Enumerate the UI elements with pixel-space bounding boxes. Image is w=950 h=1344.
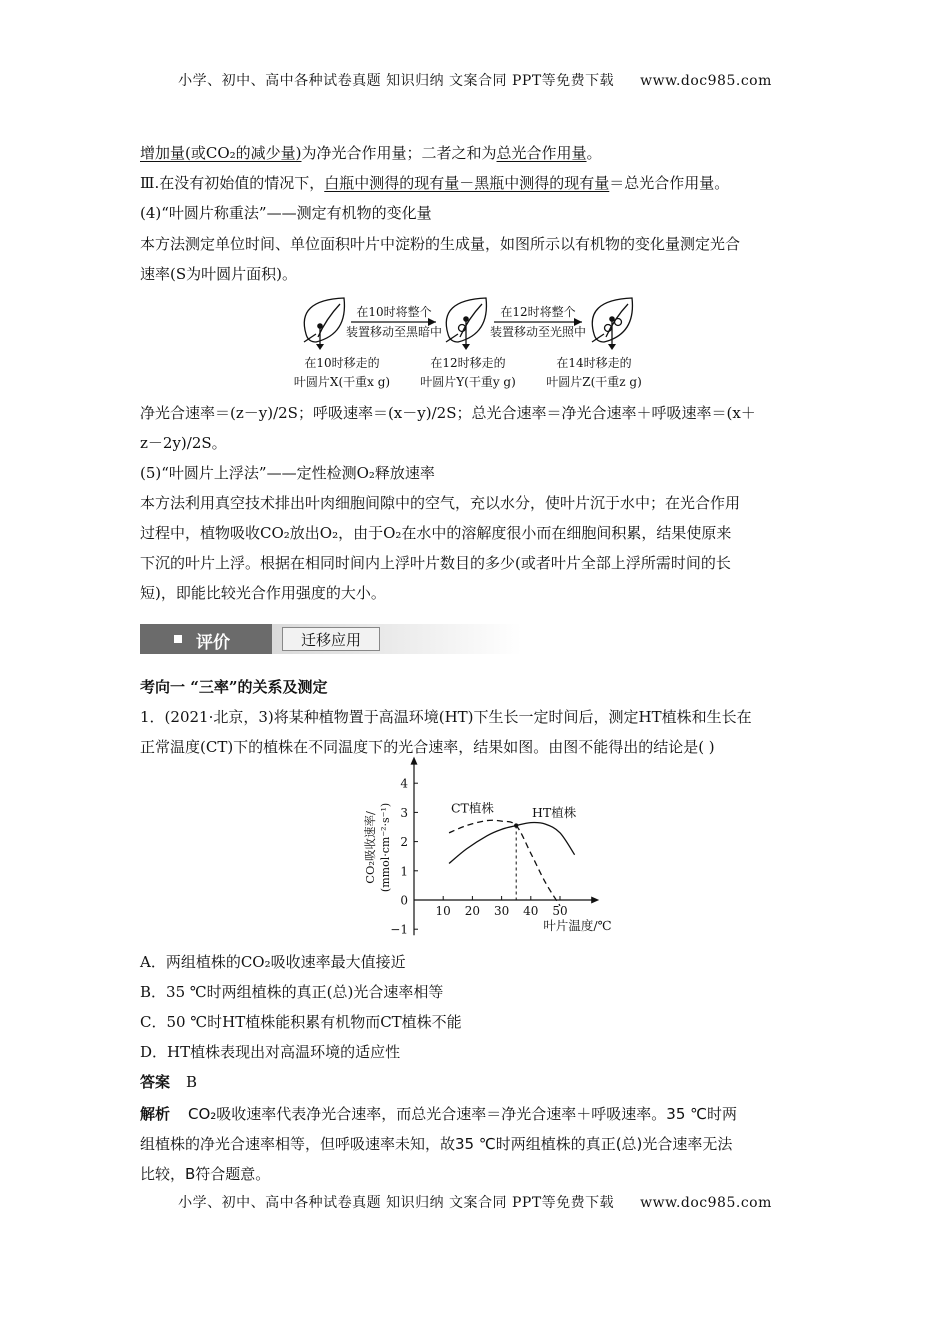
leaf-icon [304,298,344,342]
banner-subtitle: 迁移应用 [300,631,361,649]
page-footer [0,1192,950,1212]
underlined-term: 白瓶中测得的现有量－黑瓶中测得的现有量 [324,174,610,192]
disc-y-label-1: 在12时移走的 [430,356,506,370]
text-line-10: 过程中，植物吸收CO₂放出O₂，由于O₂在水中的溶解度很小而在细胞间积累，结果使原来 [140,524,732,542]
disc-z-label-2: 叶圆片Z(干重z g) [546,375,642,389]
answer-value: B [186,1073,198,1091]
answer-line [140,1072,820,1092]
text-line-2 [140,173,820,193]
question-line-1: 1．(2021·北京，3)将某种植物置于高温环境(HT)下生长一定时间后，测定HT植株和生长在 [140,708,752,726]
x-tick-label: 50 [552,904,568,918]
text-line-7: z－2y)/2S。 [140,434,227,452]
text-line-9: 本方法利用真空技术排出叶肉细胞间隙中的空气，充以水分，使叶片沉于水中；在光合作用 [140,494,741,512]
leaf-disc-diagram [293,294,666,396]
disc-y-label-2: 叶圆片Y(干重y g) [420,375,516,389]
text-line-4: 本方法测定单位时间、单位面积叶片中淀粉的生成量，如图所示以有机物的变化量测定光合 [140,235,741,253]
option-b: B．35 ℃时两组植株的真正(总)光合速率相等 [140,983,444,1001]
analysis-label: 解析 [140,1105,171,1123]
series-ht-label: HT植株 [532,804,577,820]
arrow2-top-label: 在12时将整个 [500,305,576,319]
series-ct-label: CT植株 [450,800,494,816]
underlined-term: 总光合作用量 [496,144,587,162]
y-tick-label: 3 [400,805,408,820]
intersection-point [514,823,518,827]
section-banner [140,624,522,654]
disc-x-label-1: 在10时移走的 [304,356,380,370]
arrow1-top-label: 在10时将整个 [356,305,432,319]
y-axis-label: CO₂吸收速率/ [363,811,377,884]
square-bullet-icon [174,635,182,643]
text-line-11: 下沉的叶片上浮。根据在相同时间内上浮叶片数目的多少(或者叶片全部上浮所需时间的长 [140,554,731,572]
text-span: Ⅲ.在没有初始值的情况下， [140,174,325,192]
text-line-1 [140,143,820,163]
series-ht-line [449,823,575,864]
text-line-6: 净光合速率＝(z－y)/2S；呼吸速率＝(x－y)/2S；总光合速率＝净光合速率＋呼吸速率＝(x＋ [140,404,756,422]
text-span: 为净光合作用量；二者之和为 [301,144,497,162]
answer-label: 答案 [140,1073,171,1091]
underlined-term: 增加量(或CO₂的减少量) [140,144,302,162]
arrow1-bottom-label: 装置移动至黑暗中 [345,325,443,339]
page-header [0,70,950,90]
text-line-5: 速率(S为叶圆片面积)。 [140,265,297,283]
co2-uptake-chart [356,762,612,944]
text-span: 。 [586,144,602,162]
footer-url[interactable]: www.doc985.com [640,1195,772,1211]
disc-z-label-1: 在14时移走的 [556,356,632,370]
disc-x-label-2: 叶圆片X(干重x g) [293,375,391,389]
arrow-down-icon [316,344,324,350]
y-axis-unit-label: (mmol·cm⁻²·s⁻¹) [379,802,392,893]
arrow2-bottom-label: 装置移动至光照中 [489,325,587,339]
subheading-leaf-float: (5)“叶圆片上浮法”——定性检测O₂释放速率 [140,464,435,482]
header-url[interactable]: www.doc985.com [640,73,772,89]
x-axis-arrow-icon [591,897,599,904]
header-text: 小学、初中、高中各种试卷真题 知识归纳 文案合同 PPT等免费下载 [178,73,615,89]
x-axis-label: 叶片温度/℃ [543,918,612,933]
analysis-line-1 [140,1104,820,1124]
arrow-down-icon [608,344,616,350]
x-tick-label: 30 [493,904,510,918]
x-tick-label: 40 [523,904,539,918]
analysis-line-3: 比较，B符合题意。 [140,1165,271,1183]
y-tick-label: 1 [400,864,408,879]
option-c: C．50 ℃时HT植株能积累有机物而CT植株不能 [140,1013,462,1031]
subheading-leaf-weight: (4)“叶圆片称重法”——测定有机物的变化量 [140,204,432,222]
analysis-line-2: 组植株的净光合速率相等，但呼吸速率未知，故35 ℃时两组植株的真正(总)光合速率无法 [140,1135,733,1153]
x-tick-label: 10 [435,904,451,918]
option-d: D．HT植株表现出对高温环境的适应性 [140,1043,401,1061]
banner-subtitle-box [282,627,380,651]
y-tick-label: 0 [400,893,408,908]
footer-text: 小学、初中、高中各种试卷真题 知识归纳 文案合同 PPT等免费下载 [178,1195,615,1211]
text-span: ＝总光合作用量。 [609,174,730,192]
y-tick-label: 2 [400,835,408,850]
question-line-2: 正常温度(CT)下的植株在不同温度下的光合速率，结果如图。由图不能得出的结论是( ) [140,738,715,756]
series-ct-line [449,820,560,906]
y-tick-label: 4 [400,776,408,791]
x-tick-label: 20 [464,904,481,918]
y-axis-arrow-icon [411,757,418,765]
text-line-12: 短)，即能比较光合作用强度的大小。 [140,584,386,602]
analysis-text: CO₂吸收速率代表净光合速率，而总光合速率＝净光合速率＋呼吸速率。35 ℃时两 [188,1105,738,1123]
y-tick-label: −1 [390,922,408,937]
arrow-down-icon [462,344,470,350]
banner-title: 评价 [196,633,230,653]
option-a: A．两组植株的CO₂吸收速率最大值接近 [140,953,406,971]
section-title: 考向一 “三率”的关系及测定 [140,678,328,696]
